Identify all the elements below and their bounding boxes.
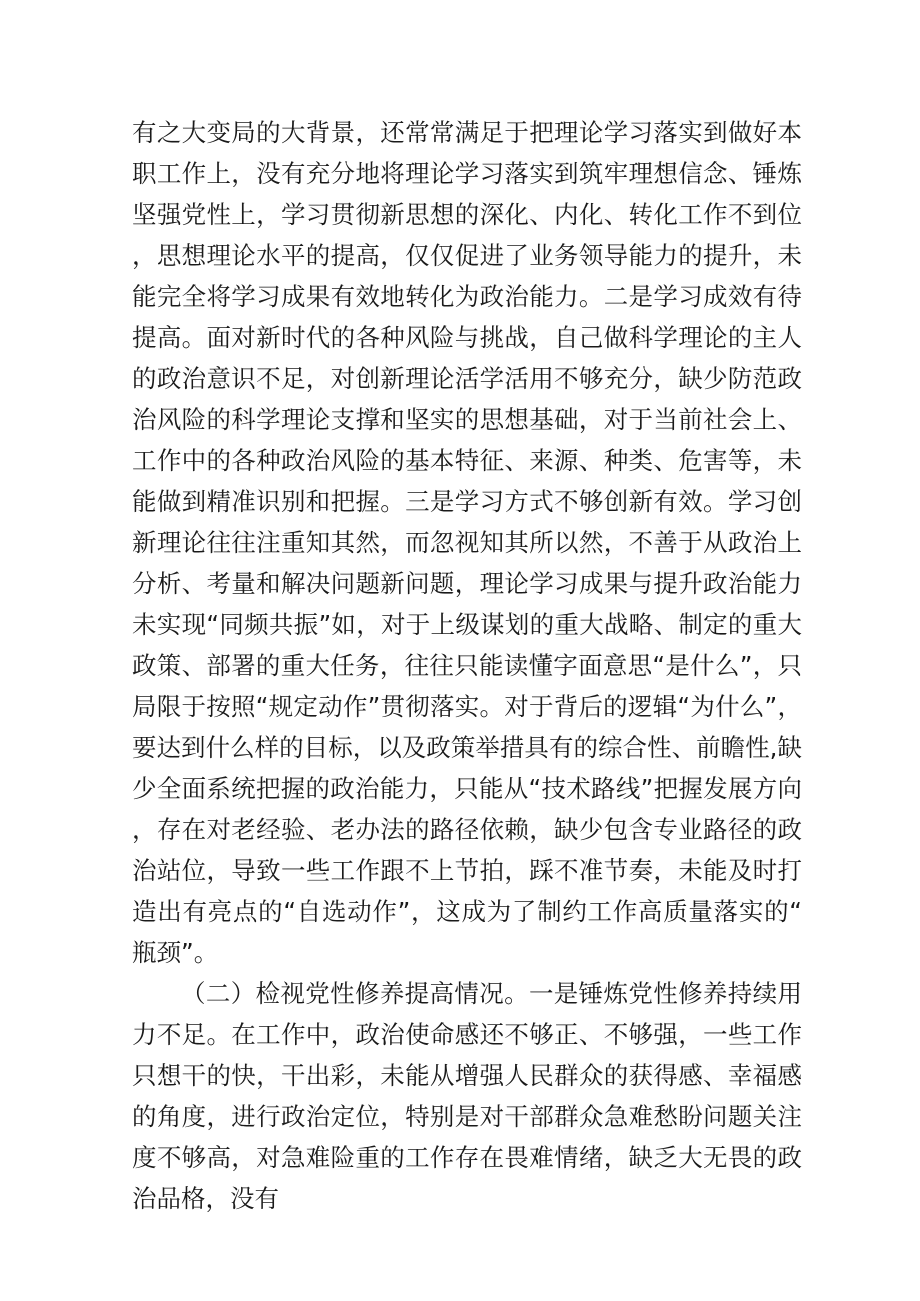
paragraph-study-theory-continued: 有之大变局的大背景，还常常满足于把理论学习落实到做好本职工作上，没有充分地将理论学习落实到筑牢理想信念、锤炼坚强党性上，学习贯彻新思想的深化、内化、转化工作不到位，思想理论水平的提高，仅仅促进了业务领导能力的提升，未能完全将学习成果有效地转化为政治能力。二是学习成效有待提高。面对新时代的各种风险与挑战，自己做科学理论的主人的政治意识不足，对创新理论活学活用不够充分，缺少防范政治风险的科学理论支撑和坚实的思想基础，对于当前社会上、工作中的各种政治风险的基本特征、来源、种类、危害等，未能做到精准识别和把握。三是学习方式不够创新有效。学习创新理论往往注重知其然，而忽视知其所以然，不善于从政治上分析、考量和解决问题新问题，理论学习成果与提升政治能力未实现“同频共振”如，对于上级谋划的重大战略、制定的重大政策、部署的重大任务，往往只能读懂字面意思“是什么”，只局限于按照“规定动作”贯彻落实。对于背后的逻辑“为什么”，要达到什么样的目标，以及政策举措具有的综合性、前瞻性,缺少全面系统把握的政治能力，只能从“技术路线”把握发展方向，存在对老经验、老办法的路径依赖，缺少包含专业路径的政治站位，导致一些工作跟不上节拍，踩不准节奏，未能及时打造出有亮点的“自选动作”，这成为了制约工作高质量落实的“瓶颈”。 [132, 118, 802, 967]
document-body [132, 112, 802, 1219]
paragraph-party-spirit-review: （二）检视党性修养提高情况。一是锤炼党性修养持续用力不足。在工作中，政治使命感还不够正、不够强，一些工作只想干的快，干出彩，未能从增强人民群众的获得感、幸福感的角度，进行政治定位，特别是对干部群众急难愁盼问题关注度不够高，对急难险重的工作存在畏难情绪，缺乏大无畏的政治品格，没有 [132, 979, 802, 1213]
